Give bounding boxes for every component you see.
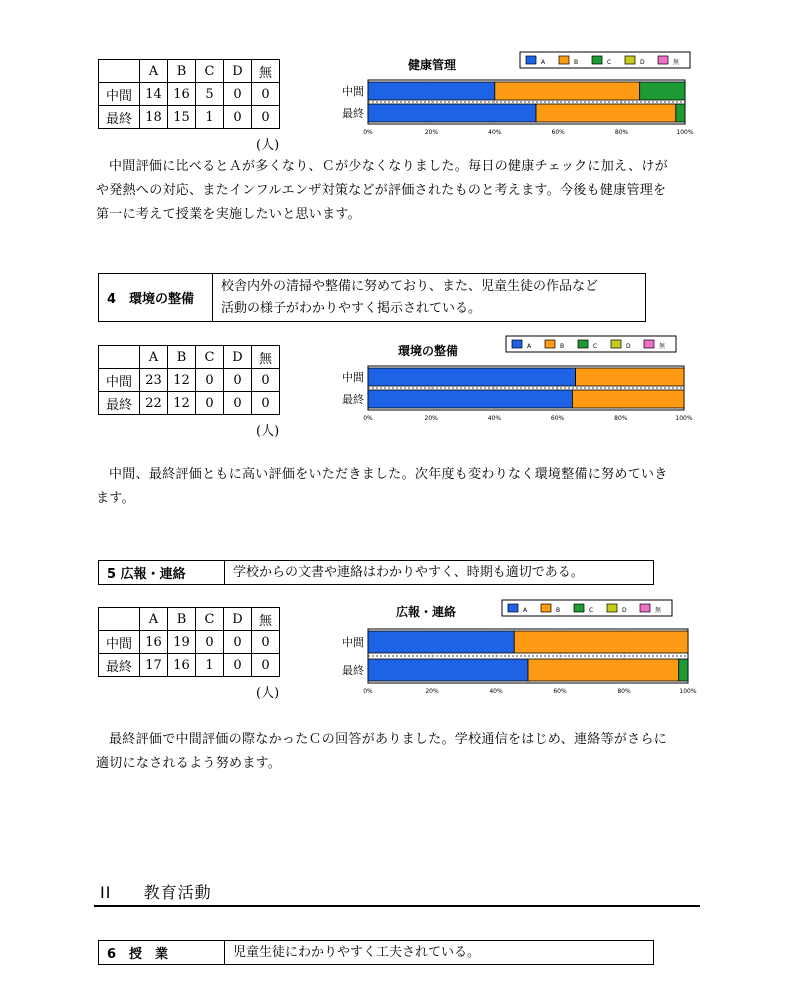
legend-label: D (640, 59, 645, 66)
cell: 12 (168, 369, 196, 392)
legend-label: B (560, 343, 565, 350)
cell: 0 (252, 654, 280, 677)
cell: 12 (168, 392, 196, 415)
legend-swatch (578, 340, 588, 348)
col-header: D (224, 608, 252, 631)
cell: 0 (196, 392, 224, 415)
legend-label: D (622, 607, 627, 614)
bar-segment (368, 104, 536, 122)
unit-label: (人) (256, 138, 280, 153)
legend-swatch (574, 604, 584, 612)
legend-swatch (508, 604, 518, 612)
x-tick-label: 100% (675, 415, 693, 422)
category-label: 中間 (342, 85, 364, 98)
cell: 0 (196, 369, 224, 392)
x-tick-label: 60% (550, 415, 565, 422)
tally-table-environment (98, 345, 280, 415)
chart-pr (328, 596, 700, 700)
bar-segment (640, 82, 685, 100)
chapter-title: 教育活動 (143, 883, 212, 902)
section-title: 6 授 業 (99, 941, 225, 964)
comment-line: 第一に考えて授業を実施したいと思います。 (96, 207, 361, 222)
section-title: 4 環境の整備 (99, 274, 213, 321)
legend-label: C (593, 343, 598, 350)
category-label: 中間 (342, 371, 364, 384)
cell: 16 (168, 654, 196, 677)
legend-swatch (644, 340, 654, 348)
chart-title: 健康管理 (408, 58, 457, 72)
x-tick-label: 20% (424, 129, 439, 136)
cell: 16 (140, 631, 168, 654)
category-label: 中間 (342, 636, 364, 649)
cell: 1 (196, 106, 224, 129)
legend-swatch (640, 604, 650, 612)
cell: 15 (168, 106, 196, 129)
cell: 0 (224, 631, 252, 654)
cell: 22 (140, 392, 168, 415)
x-tick-label: 0% (363, 688, 373, 695)
cell: 0 (224, 654, 252, 677)
comment-line: 中間、最終評価ともに高い評価をいただきました。次年度も変わりなく環境整備に努めていき (109, 467, 668, 482)
x-tick-label: 100% (676, 129, 694, 136)
cell: 5 (196, 83, 224, 106)
col-header: 無 (252, 346, 280, 369)
x-tick-label: 60% (553, 688, 567, 695)
bar-segment (368, 631, 514, 653)
legend-label: 無 (673, 59, 680, 66)
comment-line: ます。 (96, 491, 135, 506)
legend-label: B (574, 59, 579, 66)
category-label: 最終 (342, 664, 364, 677)
comment-line: 最終評価で中間評価の際なかったＣの回答がありました。学校通信をはじめ、連絡等がさらに (109, 732, 668, 747)
x-tick-label: 40% (488, 129, 502, 136)
cell: 0 (252, 631, 280, 654)
col-header: D (224, 346, 252, 369)
comment-health (96, 155, 706, 227)
section-desc: 活動の様子がわかりやすく掲示されている。 (221, 301, 482, 316)
legend-label: C (589, 607, 594, 614)
cell: 23 (140, 369, 168, 392)
comment-pr (96, 728, 706, 776)
cell: 0 (224, 369, 252, 392)
col-header: C (196, 346, 224, 369)
row-label: 中間 (99, 631, 140, 654)
cell: 16 (168, 83, 196, 106)
x-tick-label: 60% (551, 129, 565, 136)
cell: 14 (140, 83, 168, 106)
x-tick-label: 80% (614, 415, 628, 422)
comment-environment (96, 463, 706, 511)
bar-segment (368, 82, 495, 100)
chart-health (328, 50, 698, 140)
legend-label: A (523, 607, 528, 614)
cell: 18 (140, 106, 168, 129)
bar-segment (536, 104, 676, 122)
legend-swatch (526, 56, 536, 64)
bar-segment (368, 390, 572, 408)
category-label: 最終 (342, 393, 364, 406)
unit-label: (人) (256, 424, 280, 439)
cell: 0 (224, 83, 252, 106)
legend-swatch (592, 56, 602, 64)
x-tick-label: 40% (489, 688, 503, 695)
x-tick-label: 0% (363, 415, 373, 422)
category-label: 最終 (342, 107, 364, 120)
cell: 0 (252, 106, 280, 129)
x-tick-label: 0% (363, 129, 373, 136)
x-tick-label: 40% (487, 415, 502, 422)
legend-swatch (545, 340, 555, 348)
col-header: D (224, 60, 252, 83)
chart-environment (328, 334, 698, 424)
bar-segment (576, 368, 684, 386)
legend-label: 無 (659, 343, 666, 350)
x-tick-label: 20% (425, 688, 439, 695)
unit-label: (人) (256, 686, 280, 701)
chapter-divider (94, 905, 700, 907)
col-header: C (196, 60, 224, 83)
bar-segment (495, 82, 640, 100)
legend-label: C (607, 59, 612, 66)
col-header: A (140, 60, 168, 83)
col-header: A (140, 346, 168, 369)
chapter-number: II (100, 883, 112, 902)
legend-swatch (607, 604, 617, 612)
chart-title: 広報・連絡 (396, 605, 457, 619)
section-6-header (98, 940, 654, 965)
tally-table-pr (98, 607, 280, 677)
row-label: 中間 (99, 83, 140, 106)
row-label: 最終 (99, 654, 140, 677)
section-5-header (98, 560, 654, 585)
bar-segment (514, 631, 688, 653)
legend-label: 無 (655, 607, 662, 614)
comment-line: 適切になされるよう努めます。 (96, 756, 282, 771)
cell: 0 (252, 83, 280, 106)
comment-line: 中間評価に比べるとＡが多くなり、Ｃが少なくなりました。毎日の健康チェックに加え、けが (109, 159, 668, 174)
cell: 1 (196, 654, 224, 677)
col-header: 無 (252, 608, 280, 631)
section-desc: 児童生徒にわかりやすく工夫されている。 (233, 945, 481, 960)
cell: 0 (252, 392, 280, 415)
section-4-header (98, 273, 646, 322)
bar-segment (528, 659, 679, 681)
col-header: C (196, 608, 224, 631)
col-header: B (168, 60, 196, 83)
legend-swatch (559, 56, 569, 64)
legend-label: A (541, 59, 546, 66)
bar-segment (679, 659, 688, 681)
cell: 17 (140, 654, 168, 677)
legend-label: B (556, 607, 561, 614)
cell: 19 (168, 631, 196, 654)
cell: 0 (224, 392, 252, 415)
legend-swatch (611, 340, 621, 348)
legend-swatch (512, 340, 522, 348)
cell: 0 (252, 369, 280, 392)
x-tick-label: 100% (679, 688, 697, 695)
chart-title: 環境の整備 (398, 344, 459, 358)
legend-label: D (626, 343, 631, 350)
x-tick-label: 80% (614, 129, 629, 136)
section-title: 5 広報・連絡 (99, 561, 225, 584)
row-label: 最終 (99, 106, 140, 129)
legend-swatch (658, 56, 668, 64)
cell: 0 (224, 106, 252, 129)
chapter-heading (100, 880, 212, 903)
col-header: B (168, 346, 196, 369)
bar-segment (676, 104, 685, 122)
comment-line: や発熱への対応、またインフルエンザ対策などが評価されたものと考えます。今後も健康管理を (96, 183, 667, 198)
section-desc: 学校からの文書や連絡はわかりやすく、時期も適切である。 (233, 565, 584, 580)
legend-swatch (625, 56, 635, 64)
section-desc: 校舎内外の清掃や整備に努めており、また、児童生徒の作品など (221, 279, 599, 294)
x-tick-label: 80% (617, 688, 631, 695)
legend-swatch (541, 604, 551, 612)
cell: 0 (196, 631, 224, 654)
legend-label: A (527, 343, 532, 350)
bar-segment (368, 368, 576, 386)
row-label: 最終 (99, 392, 140, 415)
row-label: 中間 (99, 369, 140, 392)
x-tick-label: 20% (424, 415, 438, 422)
bar-segment (572, 390, 684, 408)
col-header: 無 (252, 60, 280, 83)
col-header: B (168, 608, 196, 631)
bar-segment (368, 659, 528, 681)
col-header: A (140, 608, 168, 631)
tally-table-health (98, 59, 280, 129)
